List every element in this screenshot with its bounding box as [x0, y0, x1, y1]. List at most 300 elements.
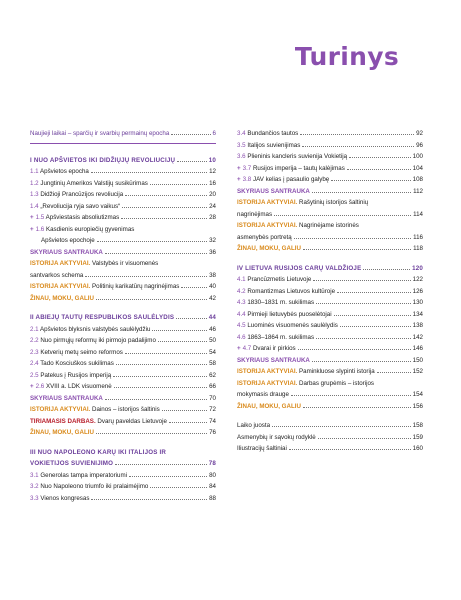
entry-title: SKYRIAUS SANTRAUKA [30, 394, 103, 402]
entry-number: 3.1 [30, 471, 39, 479]
entry-label-group [237, 163, 345, 175]
entry-label-group [30, 201, 120, 213]
entry-label-group [30, 404, 160, 416]
entry-label-group [30, 358, 114, 370]
toc-entry[interactable] [30, 166, 216, 178]
entry-label-group [237, 366, 375, 378]
entry-title: Jungtinių Amerikos Valstijų susikūrimas [40, 179, 148, 187]
leader-dots [125, 347, 207, 354]
leader-dots [303, 243, 411, 250]
entry-number: 4.3 [237, 299, 246, 306]
toc-entry[interactable] [237, 128, 423, 140]
leader-dots [316, 297, 411, 304]
entry-title: Patekus į Rusijos imperiją [40, 371, 112, 379]
toc-entry[interactable] [30, 224, 216, 236]
entry-number: 4.1 [237, 276, 246, 283]
entry-title: ISTORIJA AKTYVIAI. [30, 283, 91, 290]
page-number: 66 [209, 383, 216, 390]
entry-title: Vienos kongresas [40, 494, 90, 502]
page-number: 58 [209, 360, 216, 367]
toc-entry[interactable] [30, 481, 216, 493]
toc-entry[interactable] [237, 320, 423, 332]
entry-title: Tado Kosciuškos sukilimas [40, 360, 114, 367]
entry-number: 2.1 [30, 325, 39, 333]
entry-title: TIRIAMASIS DARBAS. [30, 417, 96, 425]
leader-dots [97, 235, 207, 242]
entry-subtitle: Valstybės ir visuomenės [92, 260, 159, 267]
toc-entry[interactable] [237, 378, 423, 390]
page-number: 134 [412, 310, 423, 318]
entry-label-group [237, 243, 301, 255]
entry-title: Romantizmas Lietuvos kultūroje [247, 287, 336, 295]
entry-label-group [237, 197, 368, 209]
leader-dots [113, 370, 207, 377]
leader-dots [150, 481, 207, 488]
leader-dots [272, 420, 411, 427]
entry-label-group [30, 312, 174, 324]
entry-subtitle: Dainos – istorijos šaltinis [92, 406, 160, 413]
toc-entry[interactable] [237, 355, 423, 367]
toc-entry[interactable] [30, 358, 216, 370]
entry-subtitle: Politinių karikatūrų nagrinėjimas [92, 283, 180, 290]
entry-label-group [237, 186, 310, 198]
toc-entry-continuation[interactable] [30, 270, 216, 282]
entry-label-group [30, 166, 89, 178]
page-number: 100 [412, 153, 423, 160]
entry-label-group [237, 378, 374, 390]
entry-title: Luominės visuomenės saulėlydis [247, 322, 338, 329]
entry-title: Didžioji Prancūzijos revoliucija [40, 191, 124, 198]
toc-entry[interactable] [30, 155, 216, 167]
toc-entry[interactable] [237, 151, 423, 163]
entry-title: Laiko juosta [237, 422, 271, 429]
entry-label-group [237, 174, 329, 186]
page-number: 142 [412, 333, 423, 341]
entry-label-group [237, 443, 287, 455]
toc-entry-continuation[interactable] [237, 232, 423, 244]
toc-entry[interactable] [30, 258, 216, 270]
leader-dots [337, 286, 411, 293]
page-number: 74 [209, 417, 216, 425]
entry-number: 3.5 [237, 141, 246, 149]
toc-entry[interactable] [237, 286, 423, 298]
spacer [30, 439, 216, 447]
entry-label-group [237, 151, 347, 163]
toc-entry[interactable] [30, 293, 216, 305]
entry-label-group [30, 481, 148, 493]
leader-dots [291, 389, 411, 396]
entry-number: 2.2 [30, 337, 39, 344]
page-number: 112 [413, 187, 423, 195]
plus-icon: + [237, 164, 241, 172]
leader-dots [312, 186, 411, 193]
leader-dots [162, 404, 207, 411]
entry-title: ŽINAU, MOKU, GALIU [237, 245, 301, 252]
entry-title: Dvarai ir pirkios [252, 345, 296, 352]
entry-subtitle: Darbas grupėmis – istorijos [299, 379, 374, 387]
entry-label-group [30, 416, 167, 428]
entry-title: Prancūzmetis Lietuvoje [247, 276, 312, 283]
entry-label-group [30, 155, 175, 167]
entry-label-group [30, 293, 94, 305]
entry-label-group [30, 370, 111, 382]
leader-dots [312, 355, 411, 362]
entry-number: 3.8 [242, 176, 252, 183]
page-number: 20 [209, 191, 216, 198]
entry-continuation: santvarkos schema [30, 271, 84, 279]
toc-entry[interactable] [30, 312, 216, 324]
spacer [30, 147, 216, 155]
entry-continuation: Apšvietos epochoje [41, 237, 95, 244]
plus-icon: + [237, 176, 241, 183]
page-number: 120 [412, 264, 423, 272]
page-number: 160 [412, 445, 423, 452]
entry-continuation: nagrinėjimas [237, 210, 273, 218]
page-number: 158 [412, 422, 423, 429]
leader-dots [334, 309, 411, 316]
toc-entry[interactable] [237, 163, 423, 175]
entry-label-group [237, 309, 332, 321]
entry-title: II ABIEJŲ TAUTŲ RESPUBLIKOS SAULĖLYDIS [30, 314, 175, 321]
page-number: 114 [413, 210, 423, 218]
plus-icon: + [30, 225, 34, 233]
entry-title: IV LIETUVA RUSIJOS CARŲ VALDŽIOJE [237, 264, 362, 272]
entry-title: Ketverių metų seimo reformos [40, 348, 123, 356]
page-number: 88 [209, 494, 216, 502]
entry-title: Asmenybių ir sąvokų rodyklė [237, 433, 316, 441]
page-number: 118 [413, 245, 423, 252]
entry-label-group [237, 274, 311, 286]
entry-title: Bundančios tautos [247, 130, 299, 137]
page-number: 150 [412, 356, 423, 364]
entry-title: SKYRIAUS SANTRAUKA [237, 187, 310, 195]
toc-entry[interactable] [237, 332, 423, 344]
leader-dots [274, 209, 411, 216]
toc-entry[interactable] [30, 470, 216, 482]
entry-label-group [30, 427, 94, 439]
entry-label-group [237, 297, 314, 309]
entry-number: 4.2 [237, 287, 246, 295]
toc-entry[interactable] [30, 370, 216, 382]
page-number: 46 [209, 325, 216, 333]
toc-entry[interactable] [237, 420, 423, 432]
entry-title: Italijos suvienijimas [247, 141, 301, 149]
toc-entry[interactable] [237, 263, 423, 275]
chapter-title: III NUO NAPOLEONO KARŲ IKI ITALIJOS IR [30, 448, 167, 456]
entry-title: Rusijos imperija – tautų kalėjimas [252, 164, 345, 172]
plus-icon: + [30, 214, 34, 221]
entry-number: 3.7 [242, 164, 252, 172]
entry-label-group [237, 286, 335, 298]
leader-dots [316, 332, 411, 339]
entry-label-group [30, 493, 89, 505]
entry-label-group [30, 212, 119, 224]
page-number: 130 [412, 299, 423, 306]
toc-right-column [237, 128, 423, 455]
leader-dots [377, 366, 411, 373]
entry-number: 2.3 [30, 348, 39, 356]
entry-label-group [237, 420, 270, 432]
entry-number: 1.1 [30, 168, 39, 175]
toc-entry[interactable] [30, 201, 216, 213]
leader-dots [129, 470, 207, 477]
plus-icon: + [237, 345, 241, 352]
page-number: 92 [416, 130, 423, 137]
entry-title: ŽINAU, MOKU, GALIU [237, 402, 301, 410]
entry-label-group [30, 470, 127, 482]
toc-entry[interactable] [30, 128, 216, 140]
toc-entry[interactable] [237, 220, 423, 232]
toc-entry[interactable] [237, 366, 423, 378]
toc-entry[interactable] [30, 404, 216, 416]
leader-dots [331, 174, 410, 181]
toc-entry[interactable] [237, 174, 423, 186]
entry-label-group [237, 263, 361, 275]
entry-label-group [30, 458, 113, 470]
page-number: 122 [412, 276, 423, 283]
toc-entry[interactable] [237, 343, 423, 355]
entry-title: Plieninis kancleris suvienija Vokietiją [247, 153, 348, 160]
entry-title: ŽINAU, MOKU, GALIU [30, 429, 94, 436]
leader-dots [294, 232, 411, 239]
page-number: 96 [416, 141, 423, 149]
toc-entry[interactable] [237, 197, 423, 209]
entry-label-group [30, 393, 103, 405]
plus-icon: + [30, 383, 34, 390]
entry-title: ISTORIJA AKTYVIAI. [237, 199, 298, 206]
entry-title: Kasdienis europiečių gyvenimas [45, 225, 135, 233]
entry-label-group [30, 258, 158, 270]
entry-title: 1863–1864 m. sukilimas [247, 333, 315, 341]
toc-entry[interactable] [237, 401, 423, 413]
toc-entry[interactable] [30, 247, 216, 259]
entry-title: ISTORIJA AKTYVIAI. [30, 406, 91, 413]
page-number: 72 [209, 406, 216, 413]
entry-number: 2.5 [30, 371, 39, 379]
leader-dots [122, 201, 207, 208]
page-number: 80 [209, 471, 216, 479]
page-number: 108 [412, 176, 423, 183]
leader-dots [105, 393, 207, 400]
leader-dots [91, 493, 207, 500]
toc-entry[interactable] [237, 140, 423, 152]
entry-title: Pirmieji lietuvybės puoselėtojai [247, 310, 332, 318]
toc-entry[interactable] [30, 178, 216, 190]
entry-label-group [237, 220, 359, 232]
toc-entry-continuation[interactable] [237, 209, 423, 221]
entry-label-group [30, 335, 156, 347]
toc-entry[interactable] [237, 243, 423, 255]
entry-number: 1.6 [35, 225, 45, 233]
entry-title: Nuo pirmųjų reformų iki pirmojo padalijimo [40, 337, 156, 344]
leader-dots [91, 166, 207, 173]
entry-title: Nuo Napoleono triumfo iki pralaimėjimo [40, 483, 149, 490]
toc-entry-continuation[interactable] [30, 235, 216, 247]
leader-dots [303, 401, 411, 408]
entry-label-group [30, 178, 148, 190]
entry-title: „Revoliucija ryja savo vaikus“ [40, 202, 121, 210]
entry-number: 2.4 [30, 360, 39, 367]
toc-entry[interactable] [30, 347, 216, 359]
leader-dots [177, 155, 207, 162]
entry-label-group [237, 320, 338, 332]
page-number: 126 [412, 287, 423, 295]
toc-entry[interactable] [30, 324, 216, 336]
entry-number: 4.6 [237, 333, 246, 341]
entry-label-group [30, 224, 134, 236]
leader-dots [171, 128, 210, 135]
toc-entry[interactable] [30, 427, 216, 439]
leader-dots [347, 163, 411, 170]
page-number: 138 [412, 322, 423, 329]
toc-entry[interactable] [30, 416, 216, 428]
entry-number: 1.3 [30, 191, 39, 198]
toc-entry[interactable] [237, 309, 423, 321]
leader-dots [158, 335, 207, 342]
toc-left-column [30, 128, 216, 504]
page-number: 40 [209, 283, 216, 290]
page-number: 12 [209, 168, 216, 175]
leader-dots [96, 427, 207, 434]
page-number: 62 [209, 371, 216, 379]
page-number: 159 [412, 433, 423, 441]
entry-title: VOKIETIJOS SUVIENIJIMO [30, 460, 114, 467]
entry-number: 3.6 [237, 153, 246, 160]
leader-dots [105, 247, 207, 254]
entry-label-group [237, 332, 314, 344]
spacer [237, 412, 423, 420]
entry-number: 4.4 [237, 310, 246, 318]
entry-number: 1.5 [35, 214, 45, 221]
toc-entry[interactable] [30, 335, 216, 347]
leader-dots [116, 358, 207, 365]
leader-dots [150, 178, 207, 185]
entry-number: 3.3 [30, 494, 39, 502]
toc-entry[interactable] [30, 493, 216, 505]
toc-entry[interactable] [30, 393, 216, 405]
entry-number: 1.4 [30, 202, 39, 210]
leader-dots [125, 189, 207, 196]
leader-dots [300, 128, 414, 135]
page-number: 42 [209, 294, 216, 302]
leader-dots [298, 343, 411, 350]
toc-entry[interactable] [237, 297, 423, 309]
leader-dots [169, 416, 207, 423]
leader-dots [114, 381, 207, 388]
leader-dots [318, 432, 411, 439]
spacer [30, 304, 216, 312]
leader-dots [340, 320, 411, 327]
page-number: 78 [208, 460, 216, 467]
entry-label-group [237, 140, 300, 152]
page-number: 84 [209, 483, 216, 490]
entry-label-group [30, 347, 123, 359]
page-number: 24 [209, 202, 216, 210]
page-number: 116 [413, 233, 423, 241]
page-number: 38 [209, 271, 216, 279]
toc-entry[interactable] [30, 281, 216, 293]
entry-label-group [237, 343, 296, 355]
page-number: 54 [209, 348, 216, 356]
leader-dots [152, 324, 207, 331]
leader-dots [176, 312, 207, 319]
page-number: 28 [209, 214, 216, 221]
entry-title: Apšvietos blyksnis valstybės saulėlydžiu [40, 325, 151, 333]
page-number: 44 [208, 314, 216, 321]
page-number: 156 [412, 402, 423, 410]
page-number: 146 [412, 345, 423, 352]
entry-continuation: mokymasis drauge [237, 391, 289, 398]
page-number: 104 [412, 164, 423, 172]
entry-label-group [30, 189, 123, 201]
entry-title: ISTORIJA AKTYVIAI. [237, 368, 298, 375]
leader-dots [96, 293, 207, 300]
leader-dots [289, 443, 411, 450]
entry-title: Apšvietos epocha [40, 168, 89, 175]
toc-chapter-heading[interactable] [30, 447, 216, 459]
page-number: 154 [412, 391, 423, 398]
toc-entry[interactable] [237, 443, 423, 455]
toc-entry[interactable] [30, 381, 216, 393]
entry-number: 3.2 [30, 483, 39, 490]
entry-title: ISTORIJA AKTYVIAI. [237, 222, 298, 229]
toc-entry[interactable] [30, 212, 216, 224]
entry-label-group [30, 247, 103, 259]
page-number: 32 [209, 237, 216, 244]
divider [30, 143, 216, 144]
page-number: 152 [412, 368, 423, 375]
entry-number: 1.2 [30, 179, 39, 187]
entry-label-group [237, 128, 298, 140]
entry-title: Generolas tampa imperatoriumi [40, 471, 128, 479]
entry-continuation: asmenybės portretą [237, 233, 292, 241]
leader-dots [302, 140, 414, 147]
entry-subtitle: Paminkluose slypinti istorija [299, 368, 375, 375]
entry-number: 4.5 [237, 322, 246, 329]
entry-subtitle: Dvarų paveldas Lietuvoje [97, 417, 167, 425]
entry-title: SKYRIAUS SANTRAUKA [30, 248, 103, 256]
entry-title: JAV kelias į pasaulio galybę [252, 176, 330, 183]
toc-entry-continuation[interactable] [237, 389, 423, 401]
toc-entry[interactable] [237, 186, 423, 198]
toc-entry[interactable] [30, 189, 216, 201]
entry-title: Apšviestasis absoliutizmas [45, 214, 120, 221]
entry-title: SKYRIAUS SANTRAUKA [237, 356, 310, 364]
page-number: 10 [208, 156, 216, 164]
spacer [237, 255, 423, 263]
entry-title: ISTORIJA AKTYVIAI. [30, 260, 91, 267]
entry-title: Iliustracijų šaltiniai [237, 445, 287, 452]
entry-number: 3.4 [237, 130, 246, 137]
page-number: 16 [209, 179, 216, 187]
entry-subtitle: Rašytinių istorijos šaltinių [299, 199, 369, 206]
entry-label-group [237, 355, 310, 367]
toc-entry[interactable] [237, 432, 423, 444]
entry-title: Naujieji laikai – sparčių ir svarbių permainų epocha [30, 130, 170, 137]
entry-label-group [30, 128, 169, 140]
entry-number: 4.7 [242, 345, 252, 352]
entry-subtitle: Nagrinėjame istorinės [299, 222, 359, 229]
page-number: 70 [209, 394, 216, 402]
entry-label-group [30, 281, 179, 293]
toc-entry[interactable] [237, 274, 423, 286]
entry-label-group [30, 324, 150, 336]
entry-number: 2.6 [35, 383, 45, 390]
leader-dots [115, 458, 207, 465]
toc-entry[interactable] [30, 458, 216, 470]
leader-dots [313, 274, 410, 281]
entry-label-group [237, 401, 301, 413]
